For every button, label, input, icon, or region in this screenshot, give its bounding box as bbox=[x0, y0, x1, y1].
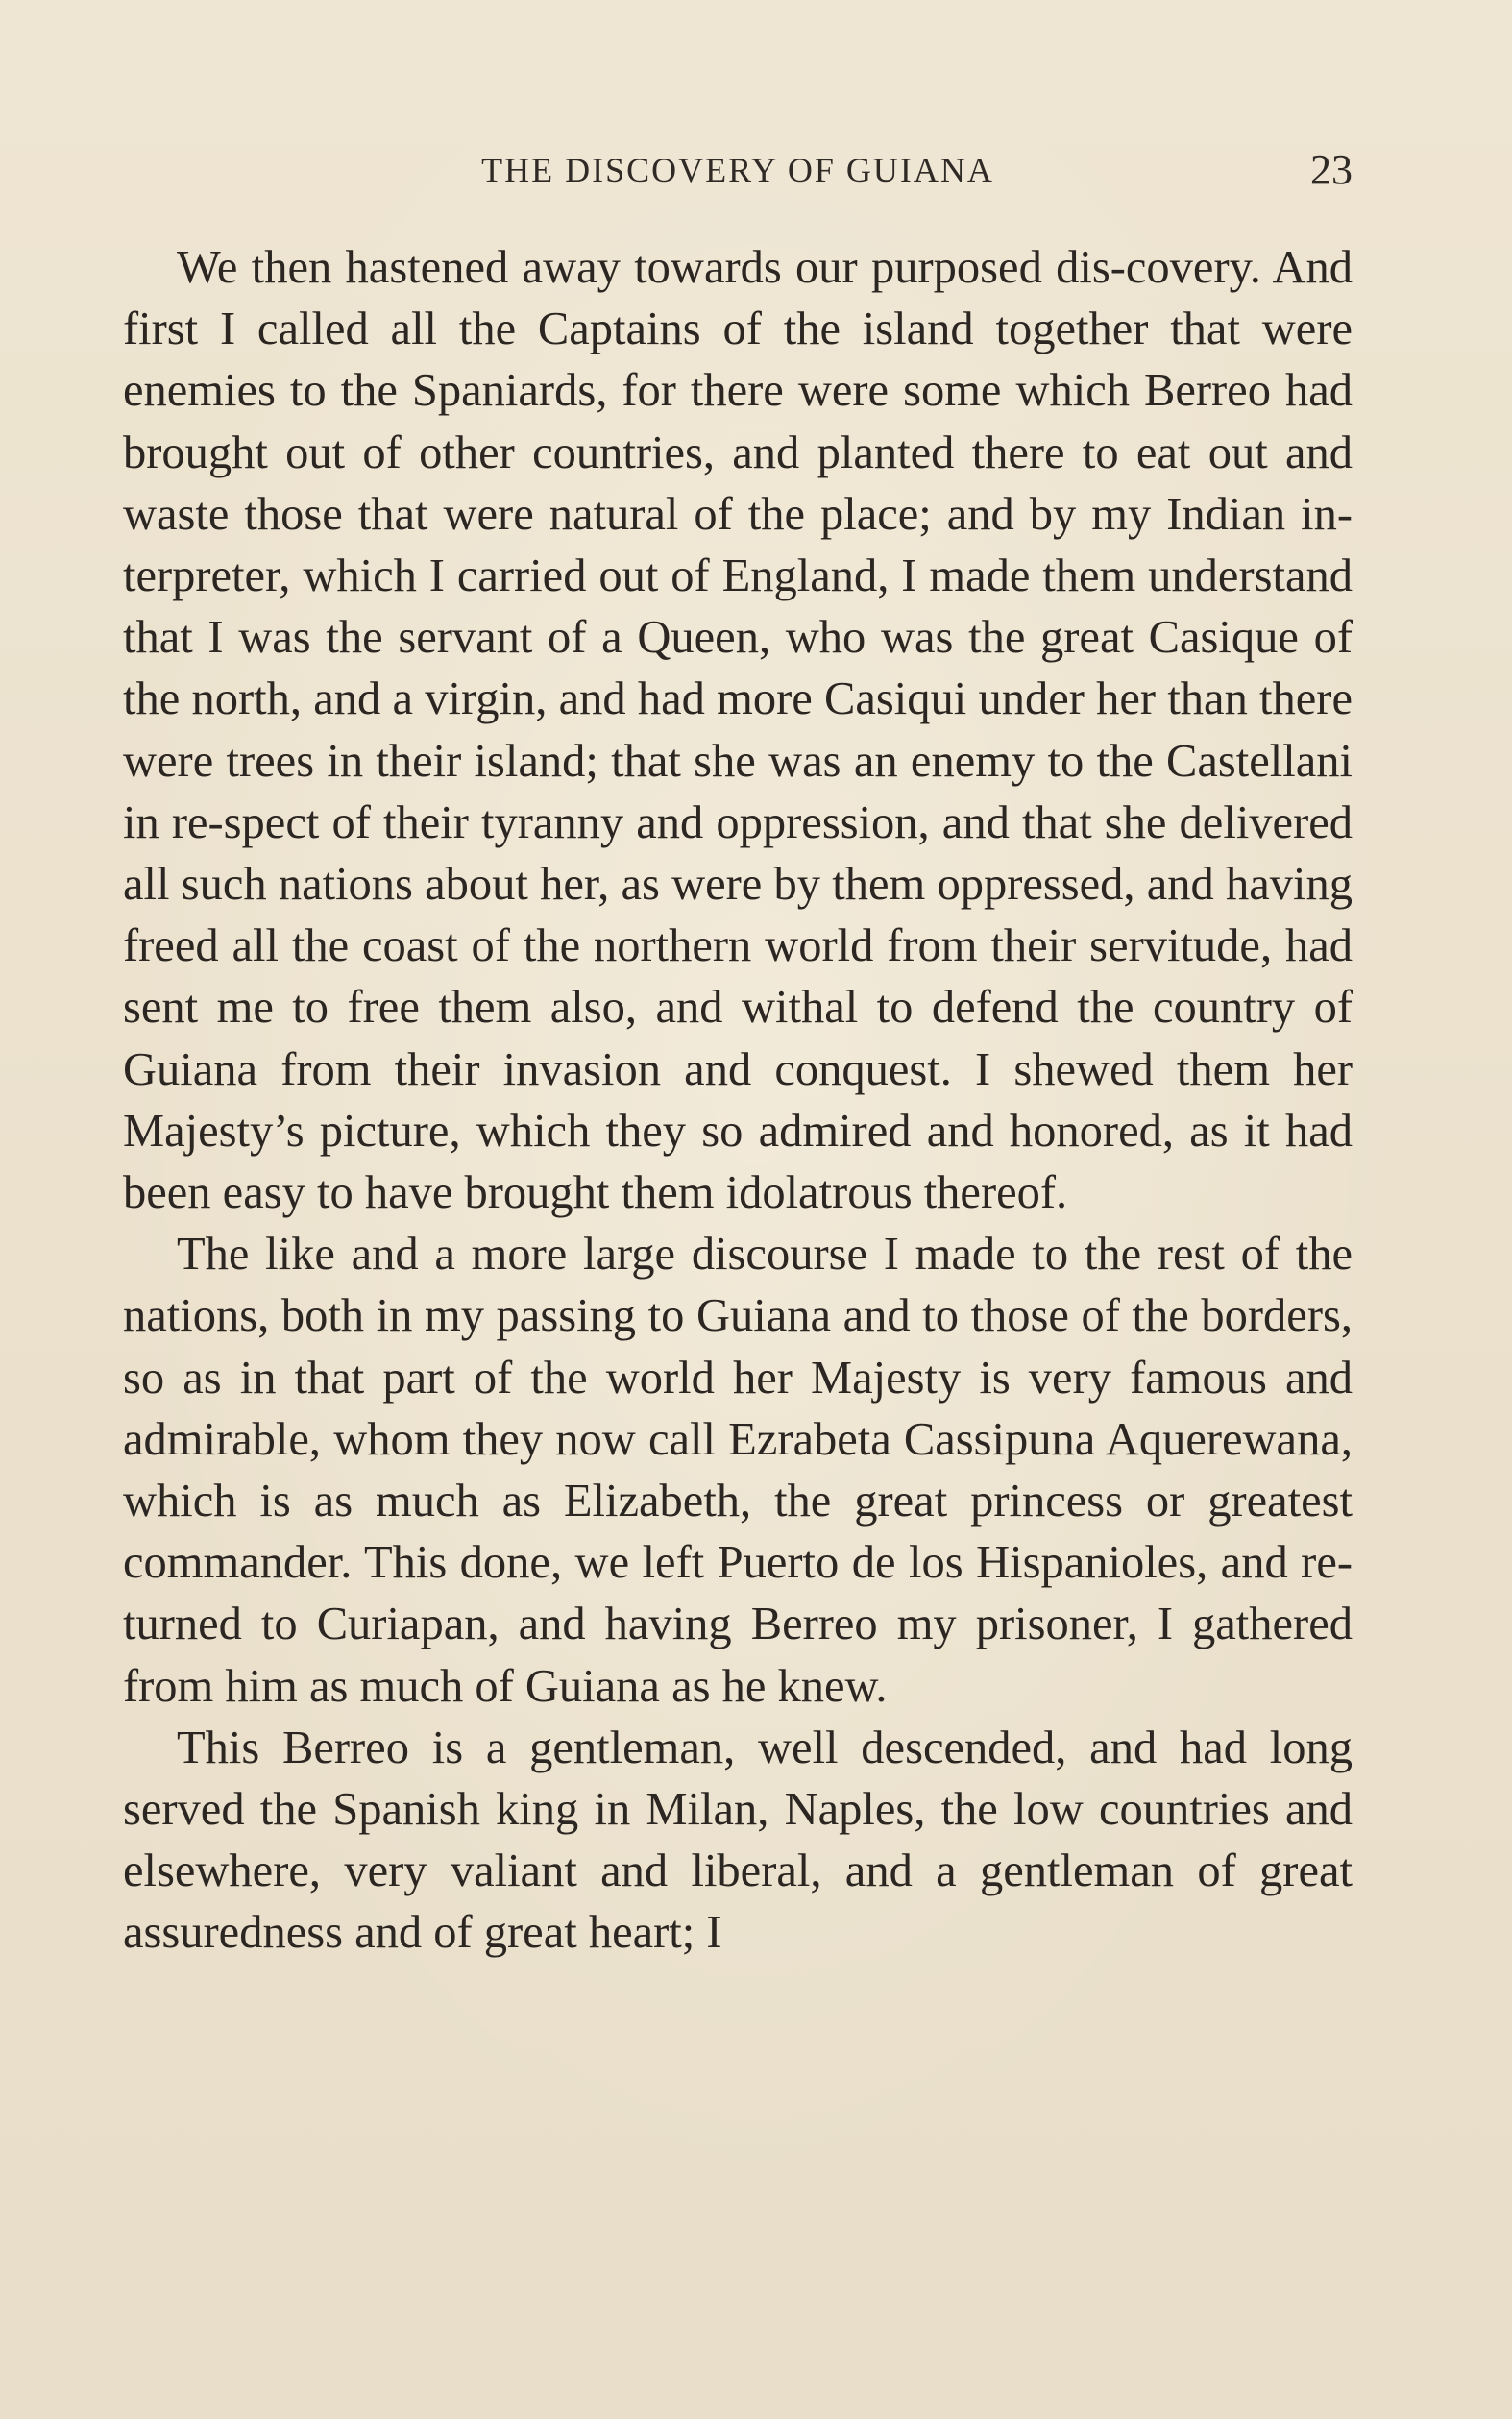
paragraph-3: This Berreo is a gentleman, well descended, and had long served the Spanish king in Milan, Naples, the low countries and elsewhere, very valiant and liberal, and a gentleman of great assuredness and of great heart; I bbox=[123, 1722, 1353, 1959]
running-title: THE DISCOVERY OF GUIANA bbox=[481, 151, 994, 189]
running-head bbox=[123, 147, 1353, 205]
paragraph-1: We then hastened away towards our purposed dis-covery. And first I called all the Captains of the island together that were enemies to the Spaniards, for there were some which Berreo had brought out of other countries, and planted there to eat out and waste those that were natural of the place; and by my Indian in-terpreter, which I carried out of England, I made them understand that I was the servant of a Queen, who was the great Casique of the north, and a virgin, and had more Casiqui under her than there were trees in their island; that she was an enemy to the Castellani in re-spect of their tyranny and oppression, and that she delivered all such nations about her, as were by them oppressed, and having freed all the coast of the northern world from their servitude, had sent me to free them also, and withal to defend the country of Guiana from their invasion and conquest. I shewed them her Majesty’s picture, which they so admired and honored, as it had been easy to have brought them idolatrous thereof. bbox=[123, 242, 1353, 1219]
paragraph-2: The like and a more large discourse I made to the rest of the nations, both in my passing to Guiana and to those of the borders, so as in that part of the world her Majesty is very famous and admirable, whom they now call Ezrabeta Cassipuna Aquerewana, which is as much as Elizabeth, the great princess or greatest commander. This done, we left Puerto de los Hispanioles, and re-turned to Curiapan, and having Berreo my prisoner, I gathered from him as much of Guiana as he knew. bbox=[123, 1229, 1353, 1712]
page-number: 23 bbox=[1310, 146, 1353, 193]
body-text bbox=[123, 237, 1353, 1965]
